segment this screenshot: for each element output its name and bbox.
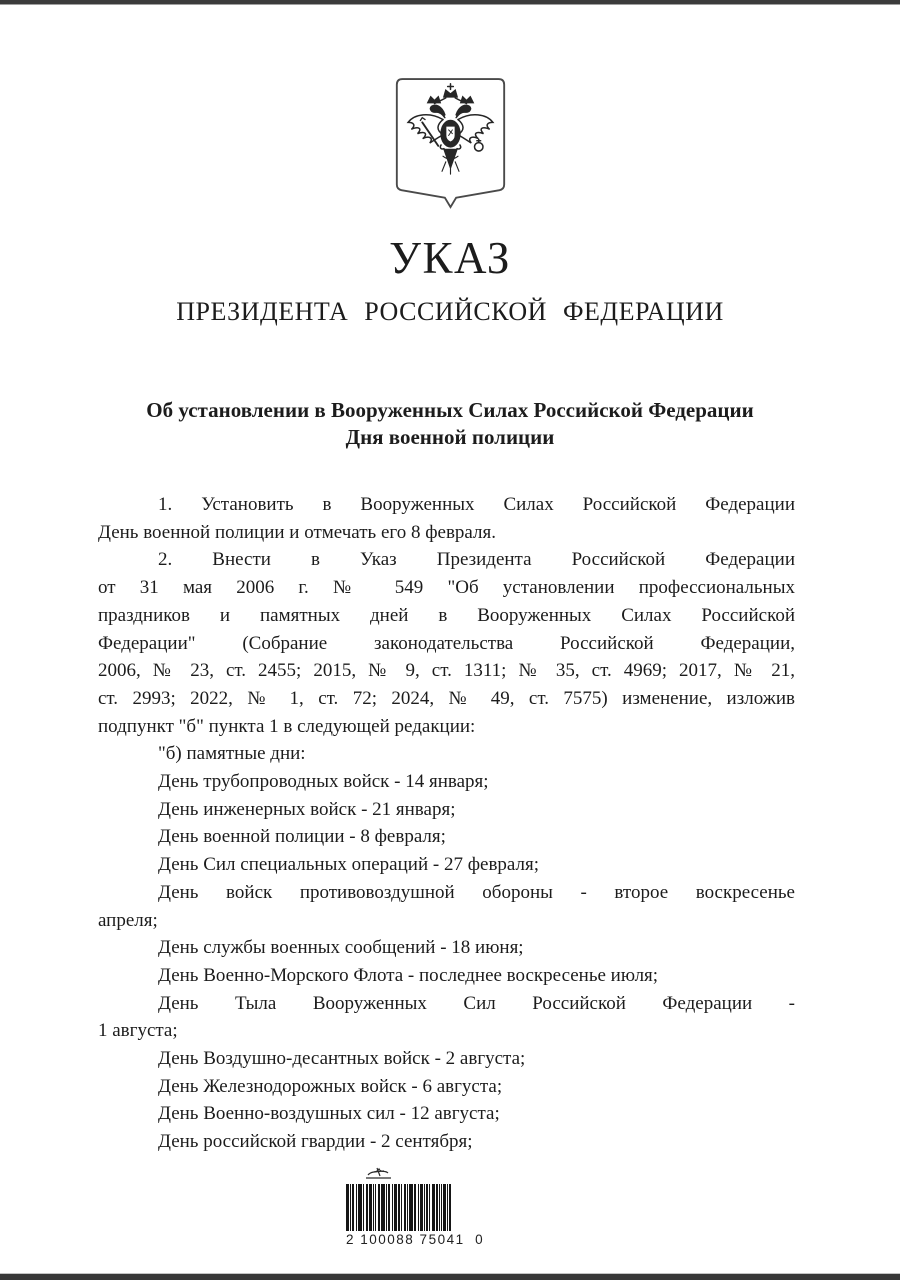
document-line: ст. 2993; 2022, № 1, ст. 72; 2024, № 49, ст. 7575) изменение, изложив bbox=[98, 687, 795, 709]
barcode-bars bbox=[346, 1184, 496, 1231]
barcode-digits: 2 100088 75041 0 bbox=[346, 1231, 485, 1247]
print-control-mark-icon bbox=[364, 1166, 394, 1182]
document-line: 1. Установить в Вооруженных Силах Российской Федерации bbox=[158, 494, 795, 515]
document-line: День инженерных войск - 21 января; bbox=[158, 798, 456, 820]
document-line: "б) памятные дни: bbox=[158, 743, 306, 765]
document-line: День Сил специальных операций - 27 февраля; bbox=[158, 854, 540, 876]
document-body bbox=[98, 491, 795, 1156]
decree-page bbox=[0, 77, 900, 1247]
document-line: День Тыла Вооруженных Сил Российской Федерации - bbox=[158, 992, 795, 1014]
document-line: День военной полиции и отмечать его 8 февраля. bbox=[98, 521, 496, 543]
document-line: 2. Внести в Указ Президента Российской Федерации bbox=[158, 549, 795, 571]
document-title-line2: Дня военной полиции bbox=[345, 425, 555, 449]
document-line: 1 августа; bbox=[98, 1020, 178, 1042]
document-issuer-heading: ПРЕЗИДЕНТА РОССИЙСКОЙ ФЕДЕРАЦИИ bbox=[176, 297, 724, 326]
document-line: 2006, № 23, ст. 2455; 2015, № 9, ст. 1311; № 35, ст. 4969; 2017, № 21, bbox=[98, 660, 795, 682]
document-title-line1: Об установлении в Вооруженных Силах Российской Федерации bbox=[146, 398, 754, 422]
document-line: День службы военных сообщений - 18 июня; bbox=[158, 937, 524, 959]
russia-coat-of-arms-emblem bbox=[394, 77, 507, 211]
document-line: День Железнодорожных войск - 6 августа; bbox=[158, 1075, 503, 1097]
document-line: День Военно-воздушных сил - 12 августа; bbox=[158, 1103, 500, 1125]
barcode-block bbox=[346, 1166, 496, 1247]
document-line: День Военно-Морского Флота - последнее воскресенье июля; bbox=[158, 964, 659, 986]
document-line: День войск противовоздушной обороны - второе воскресенье bbox=[158, 881, 795, 903]
document-line: День Воздушно-десантных войск - 2 августа; bbox=[158, 1048, 526, 1070]
document-title bbox=[0, 397, 900, 451]
document-line: подпункт "б" пункта 1 в следующей редакции: bbox=[98, 715, 476, 737]
document-line: праздников и памятных дней в Вооруженных Силах Российской bbox=[98, 604, 795, 626]
screenshot-bottom-edge-bar bbox=[0, 1273, 900, 1280]
document-line: от 31 мая 2006 г. № 549 "Об установлении профессиональных bbox=[98, 577, 795, 599]
document-line: День военной полиции - 8 февраля; bbox=[158, 826, 446, 848]
document-type-heading: УКАЗ bbox=[389, 233, 511, 283]
document-line: День российской гвардии - 2 сентября; bbox=[158, 1131, 473, 1153]
document-line: Федерации" (Собрание законодательства Российской Федерации, bbox=[98, 632, 795, 654]
document-line: апреля; bbox=[98, 909, 158, 931]
document-line: День трубопроводных войск - 14 января; bbox=[158, 771, 489, 793]
screenshot-top-edge-bar bbox=[0, 0, 900, 5]
